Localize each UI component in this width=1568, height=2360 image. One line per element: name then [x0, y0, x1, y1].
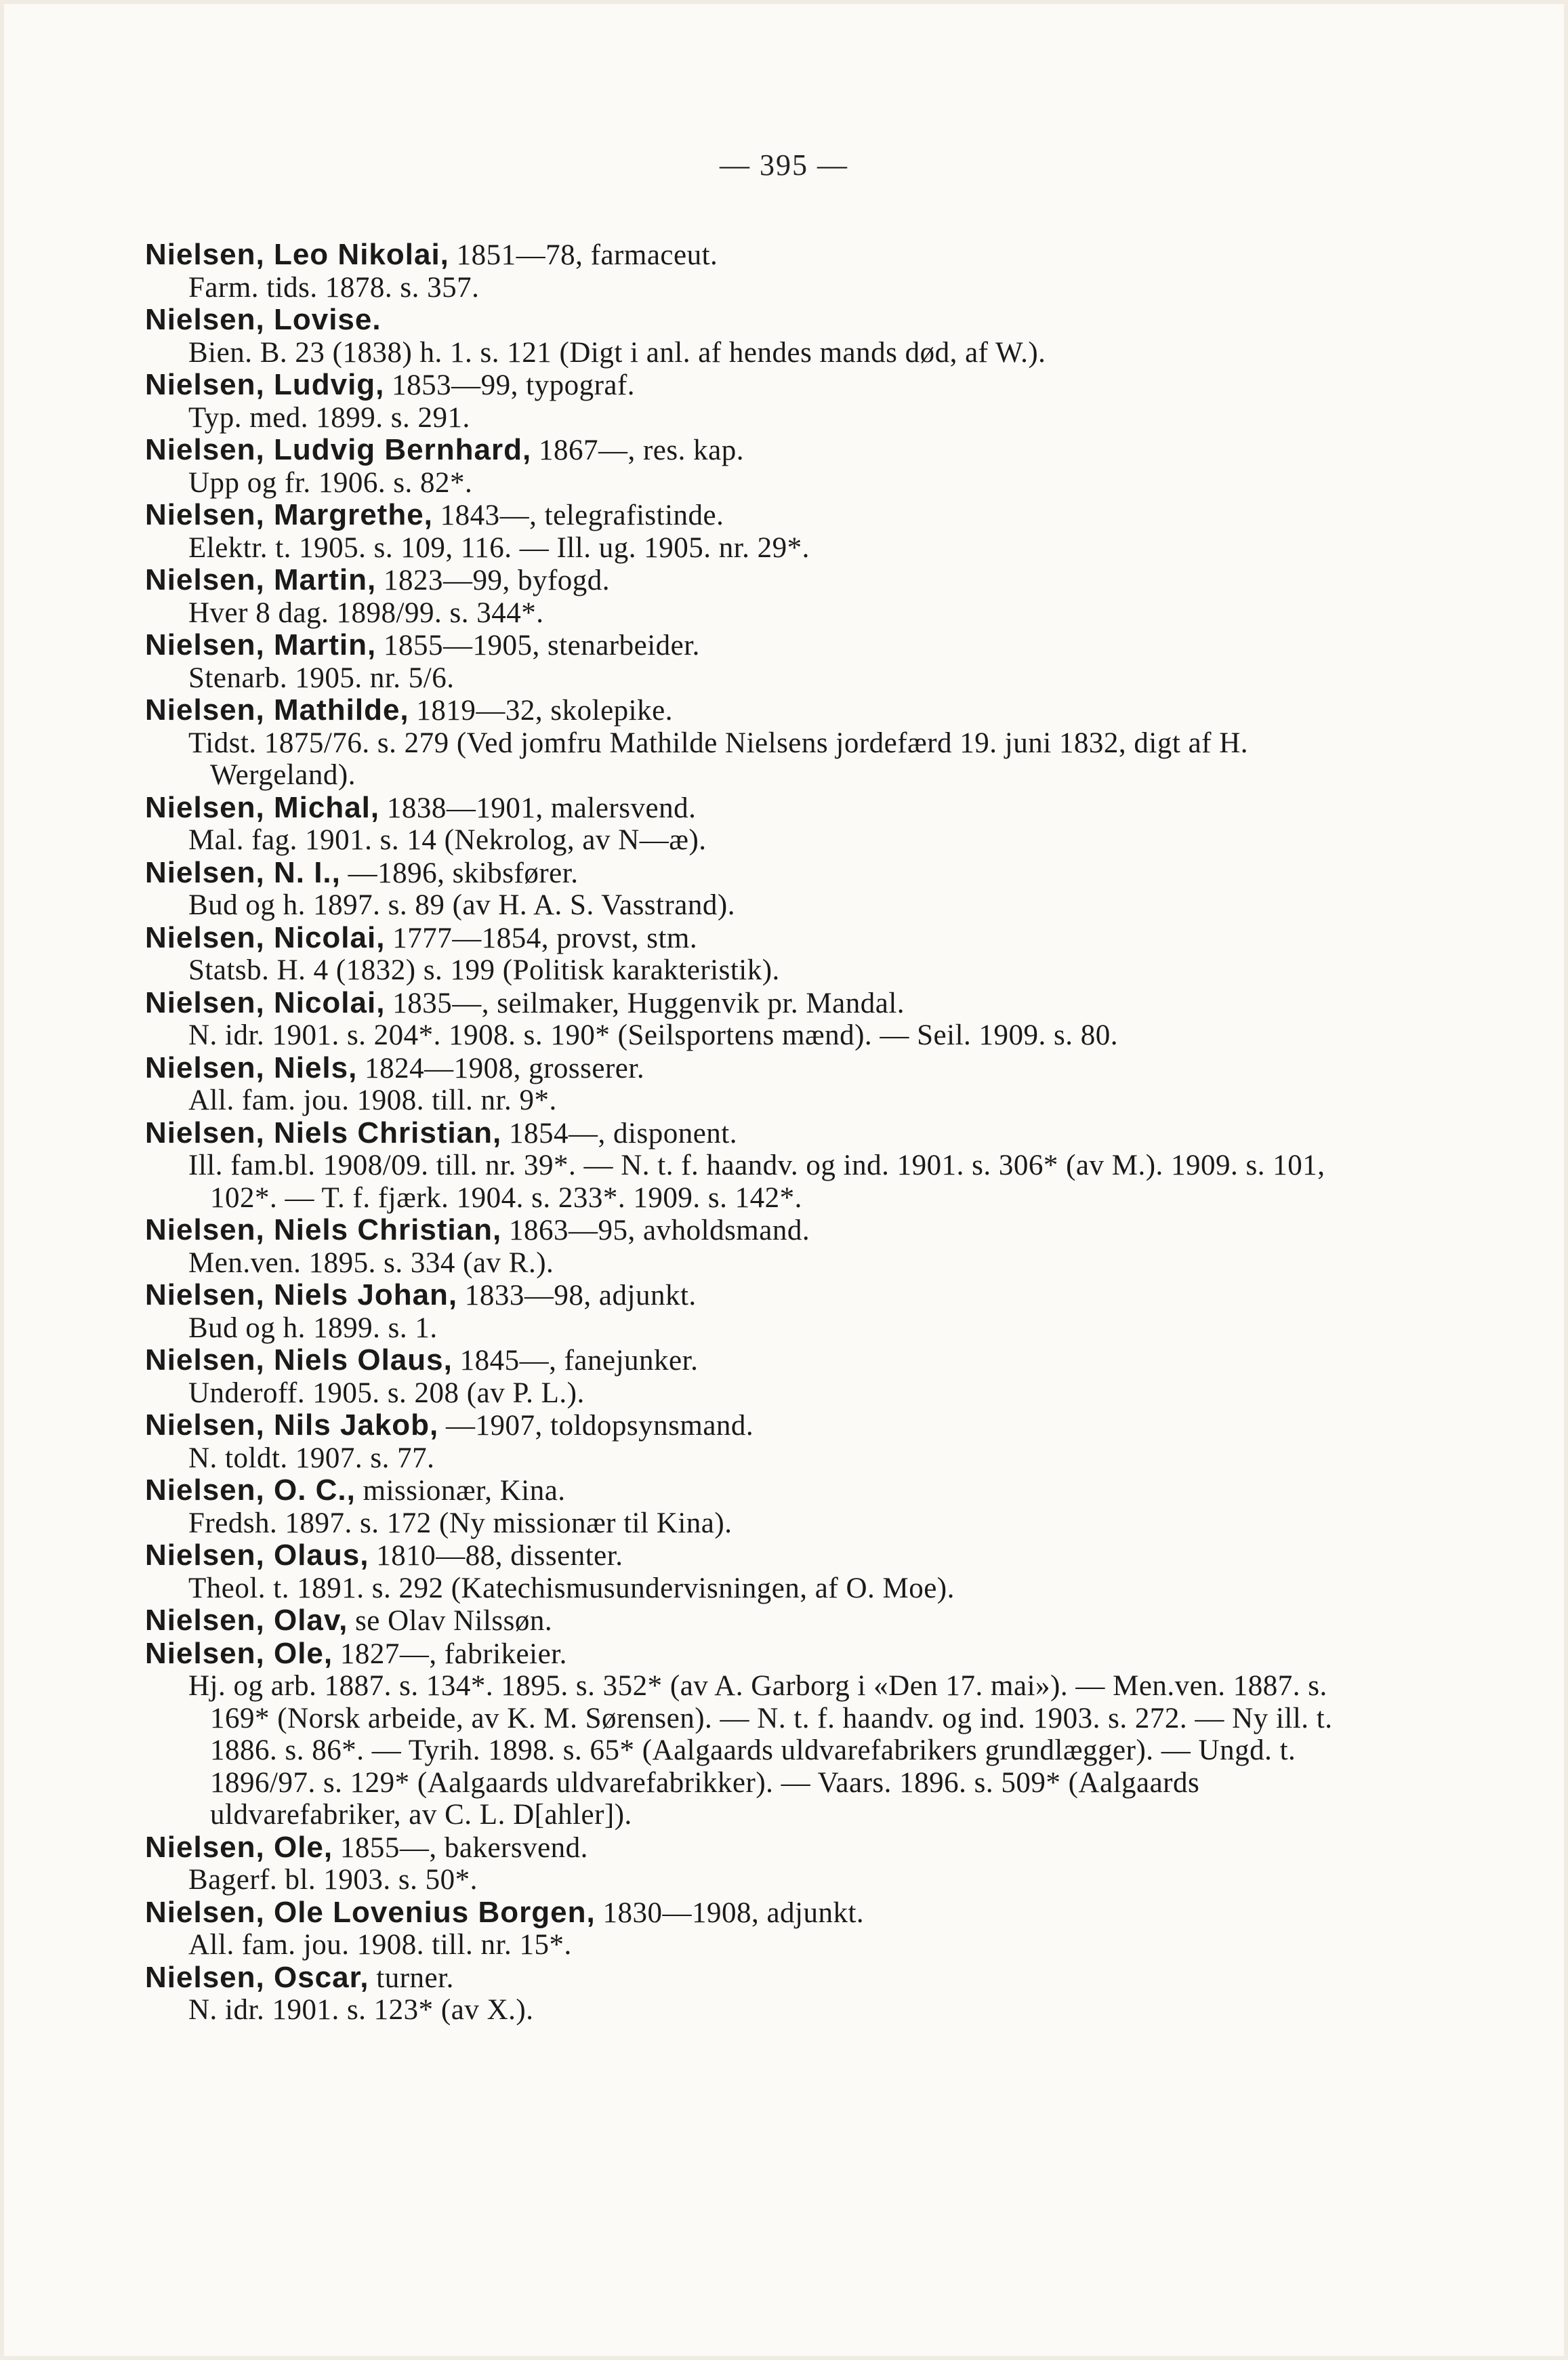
- entry-name: Nielsen, Martin,: [145, 563, 377, 596]
- entry-name: Nielsen, Nicolai,: [145, 985, 386, 1019]
- entry-description: turner.: [376, 1961, 454, 1994]
- entry-name: Nielsen, Niels,: [145, 1051, 358, 1084]
- entry: [145, 1637, 1351, 1831]
- entry-description: 1777—1854, provst, stm.: [392, 922, 698, 954]
- entry: [145, 1474, 1351, 1539]
- entry: [145, 1214, 1351, 1279]
- entry-sources: N. idr. 1901. s. 204*. 1908. s. 190* (Seilsportens mænd). — Seil. 1909. s. 80.: [188, 1019, 1119, 1051]
- entry-description: 1854—, disponent.: [509, 1117, 737, 1150]
- entry-description: se Olav Nilssøn.: [355, 1605, 553, 1637]
- entry-description: 1824—1908, grosserer.: [365, 1052, 645, 1084]
- entry-description: 1827—, fabrikeier.: [339, 1637, 567, 1670]
- entry-description: 1863—95, avholdsmand.: [509, 1215, 810, 1246]
- entry: [145, 239, 1351, 304]
- entry: [145, 922, 1351, 987]
- entry-name: Nielsen, Niels Christian,: [145, 1213, 502, 1246]
- entry-description: 1853—99, typograf.: [392, 369, 636, 401]
- entry-name: Nielsen, Ludvig,: [145, 368, 385, 401]
- entry-sources: All. fam. jou. 1908. till. nr. 9*.: [188, 1084, 557, 1116]
- entry-sources: Bud og h. 1899. s. 1.: [188, 1311, 438, 1344]
- entry-name: Nielsen, Nicolai,: [145, 920, 386, 954]
- entry-sources: Bagerf. bl. 1903. s. 50*.: [188, 1864, 478, 1896]
- entry-name: Nielsen, Lovise.: [145, 303, 381, 336]
- entry-name: Nielsen, Ole,: [145, 1830, 333, 1864]
- entry: [145, 1279, 1351, 1344]
- entry: [145, 1117, 1351, 1215]
- entry: [145, 499, 1351, 564]
- entry-description: 1833—98, adjunkt.: [464, 1280, 697, 1311]
- entry: [145, 564, 1351, 629]
- entry: [145, 304, 1351, 369]
- entry-name: Nielsen, N. I.,: [145, 855, 341, 889]
- entry-description: missionær, Kina.: [363, 1475, 566, 1507]
- entry-description: 1845—, fanejunker.: [459, 1345, 699, 1377]
- entry: [145, 1052, 1351, 1117]
- entry-sources: Typ. med. 1899. s. 291.: [188, 401, 470, 434]
- entry: [145, 1831, 1351, 1896]
- entry-description: 1843—, telegrafistinde.: [440, 500, 724, 531]
- entry-description: 1810—88, dissenter.: [376, 1540, 623, 1572]
- entry-name: Nielsen, Niels Olaus,: [145, 1343, 453, 1377]
- entry-description: 1823—99, byfogd.: [383, 565, 611, 596]
- page-number: — 395 —: [720, 148, 848, 182]
- entry: [145, 987, 1351, 1052]
- entry-description: —1896, skibsfører.: [348, 857, 579, 889]
- entry-description: 1855—1905, stenarbeider.: [383, 630, 700, 662]
- entry-sources: Bien. B. 23 (1838) h. 1. s. 121 (Digt i anl. af hendes mands død, af W.).: [188, 336, 1046, 369]
- entry-sources: Elektr. t. 1905. s. 109, 116. — Ill. ug. 1905. nr. 29*.: [188, 531, 810, 564]
- entry-description: 1819—32, skolepike.: [416, 695, 673, 727]
- entry-sources: N. idr. 1901. s. 123* (av X.).: [188, 1994, 534, 2026]
- entry-description: 1855—, bakersvend.: [339, 1831, 588, 1864]
- entry-sources: Stenarb. 1905. nr. 5/6.: [188, 662, 455, 694]
- entry-sources: Ill. fam.bl. 1908/09. till. nr. 39*. — N. t. f. haandv. og ind. 1901. s. 306* (av M.). 1909. s. 101, 102*. — T. f. fjærk. 1904. s. 233*. 1909. s. 142*.: [188, 1150, 1325, 1214]
- entry-sources: Farm. tids. 1878. s. 357.: [188, 271, 480, 304]
- entry-description: 1830—1908, adjunkt.: [602, 1896, 865, 1929]
- entry-name: Nielsen, Margrethe,: [145, 498, 433, 531]
- entry: [145, 629, 1351, 694]
- entry-description: 1851—78, farmaceut.: [456, 239, 718, 271]
- entry-sources: Statsb. H. 4 (1832) s. 199 (Politisk karakteristik).: [188, 954, 780, 986]
- entry: [145, 1539, 1351, 1604]
- entry-name: Nielsen, Niels Johan,: [145, 1278, 458, 1311]
- entry-sources: Hj. og arb. 1887. s. 134*. 1895. s. 352* (av A. Garborg i «Den 17. mai»). — Men.ven. 1887. s. 169* (Norsk arbeide, av K. M. Sørensen). — N. t. f. haandv. og ind. 1903. s. 272. — Ny ill. t. 1886. s. 86*. — Tyrih. 1898. s. 65* (Aalgaards uldvarefabrikers grundlægger). — Ungd. t. 1896/97. s. 129* (Aalgaards uldvarefabrikker). — Vaars. 1896. s. 509* (Aalgaards uldvarefabriker, av C. L. D[ahler]).: [188, 1670, 1333, 1831]
- entry: [145, 1961, 1351, 2027]
- entry-name: Nielsen, Ludvig Bernhard,: [145, 433, 532, 466]
- entry: [145, 434, 1351, 499]
- entry-list: [145, 239, 1351, 2027]
- entry: [145, 792, 1351, 857]
- entry-sources: Hver 8 dag. 1898/99. s. 344*.: [188, 596, 544, 629]
- entry-sources: Bud og h. 1897. s. 89 (av H. A. S. Vasstrand).: [188, 889, 735, 921]
- entry: [145, 857, 1351, 922]
- entry-description: —1907, toldopsynsmand.: [446, 1410, 754, 1442]
- entry-sources: Tidst. 1875/76. s. 279 (Ved jomfru Mathilde Nielsens jordefærd 19. juni 1832, digt af H. Wergeland).: [188, 727, 1249, 791]
- entry: [145, 369, 1351, 434]
- entry-sources: Theol. t. 1891. s. 292 (Katechismusundervisningen, af O. Moe).: [188, 1572, 955, 1604]
- entry-name: Nielsen, Oscar,: [145, 1960, 369, 1994]
- entry: [145, 1344, 1351, 1409]
- entry-sources: N. toldt. 1907. s. 77.: [188, 1442, 435, 1474]
- entry-name: Nielsen, Olaus,: [145, 1539, 369, 1572]
- entry-name: Nielsen, Martin,: [145, 628, 377, 662]
- entry-name: Nielsen, O. C.,: [145, 1473, 356, 1507]
- entry-description: 1838—1901, malersvend.: [386, 792, 697, 824]
- entry-description: 1867—, res. kap.: [538, 434, 744, 466]
- entry-name: Nielsen, Mathilde,: [145, 693, 409, 727]
- entry-description: 1835—, seilmaker, Huggenvik pr. Mandal.: [392, 987, 905, 1019]
- entry-sources: Underoff. 1905. s. 208 (av P. L.).: [188, 1377, 585, 1409]
- entry-sources: Upp og fr. 1906. s. 82*.: [188, 466, 473, 499]
- entry-name: Nielsen, Olav,: [145, 1604, 348, 1637]
- entry: [145, 1604, 1351, 1637]
- entry-name: Nielsen, Nils Jakob,: [145, 1408, 439, 1442]
- entry-name: Nielsen, Michal,: [145, 790, 380, 824]
- entry-sources: Fredsh. 1897. s. 172 (Ny missionær til Kina).: [188, 1507, 733, 1539]
- entry: [145, 1409, 1351, 1474]
- entry-sources: Mal. fag. 1901. s. 14 (Nekrolog, av N—æ).: [188, 824, 707, 856]
- entry-sources: Men.ven. 1895. s. 334 (av R.).: [188, 1246, 554, 1279]
- entry-name: Nielsen, Leo Nikolai,: [145, 238, 449, 271]
- entry-name: Nielsen, Ole,: [145, 1636, 333, 1670]
- entry: [145, 1896, 1351, 1961]
- entry: [145, 694, 1351, 792]
- entry-name: Nielsen, Ole Lovenius Borgen,: [145, 1895, 596, 1929]
- entry-sources: All. fam. jou. 1908. till. nr. 15*.: [188, 1929, 572, 1961]
- entry-name: Nielsen, Niels Christian,: [145, 1116, 502, 1150]
